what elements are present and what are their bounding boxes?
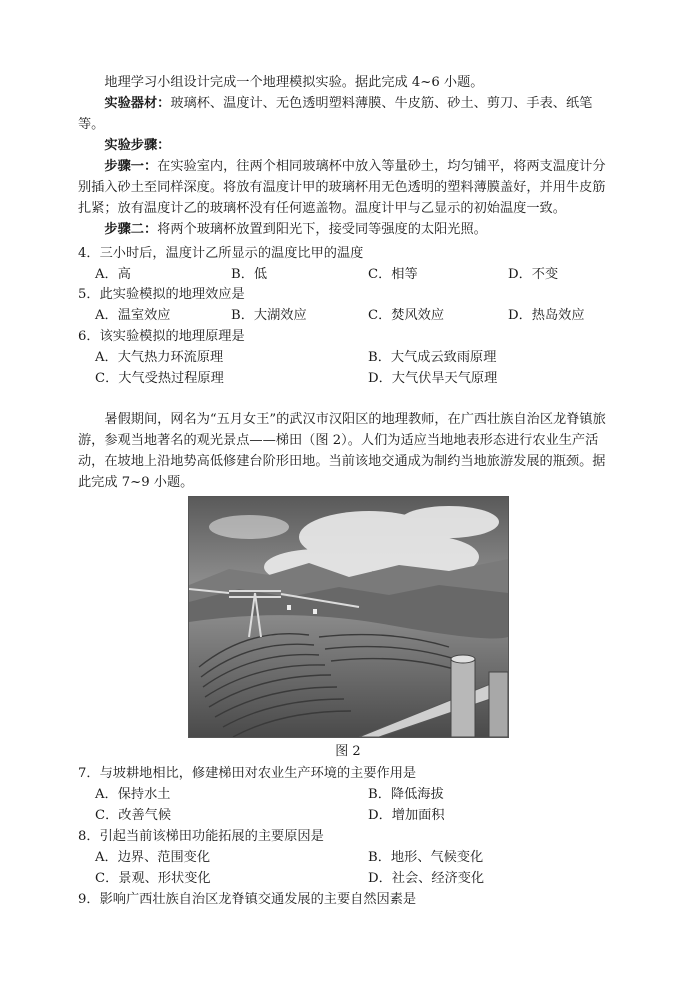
step-two-label: 步骤二：: [104, 222, 158, 237]
intro-lead: 地理学习小组设计完成一个地理模拟实验。据此完成 4~6 小题。: [104, 75, 484, 90]
question-7-option-c[interactable]: C．改善气候: [95, 808, 172, 823]
step-one-text: 在实验室内，往两个相同玻璃杯中放入等量砂土，均匀铺平，将两支温度计分别插入砂土至同样深度。将放有温度计甲的玻璃杯用无色透明的塑料薄膜盖好，并用牛皮筋扎紧；放有温度计乙的玻璃杯没有任何遮盖物。温度计甲与乙显示的初始温度一致。: [78, 159, 606, 216]
question-8-stem: 8．引起当前该梯田功能拓展的主要原因是: [78, 829, 324, 844]
question-5-option-b[interactable]: B．大湖效应: [231, 308, 307, 323]
materials-line: [78, 93, 618, 135]
question-6-stem: 6．该实验模拟的地理原理是: [78, 329, 245, 344]
cable-car: [313, 609, 317, 614]
question-4-stem: 4．三小时后，温度计乙所显示的温度比甲的温度: [78, 246, 364, 261]
materials-label: 实验器材：: [104, 96, 171, 111]
question-8-option-b[interactable]: B．地形、气候变化: [368, 850, 484, 865]
question-5-option-c[interactable]: C．焚风效应: [368, 308, 445, 323]
step-one: [78, 156, 618, 219]
experiment-intro: [78, 72, 618, 240]
question-7-option-b[interactable]: B．降低海拔: [368, 787, 444, 802]
question-8-option-d[interactable]: D．社会、经济变化: [368, 871, 485, 886]
question-6-option-b[interactable]: B．大气成云致雨原理: [368, 350, 497, 365]
question-5-option-d[interactable]: D．热岛效应: [508, 308, 585, 323]
cable-car: [287, 605, 291, 610]
question-5-option-a[interactable]: A．温室效应: [95, 308, 171, 323]
question-6-option-c[interactable]: C．大气受热过程原理: [95, 371, 224, 386]
terrace-landscape-photo: [188, 496, 509, 738]
question-5-stem: 5．此实验模拟的地理效应是: [78, 287, 245, 302]
materials-text: 玻璃杯、温度计、无色透明塑料薄膜、牛皮筋、砂土、剪刀、手表、纸笔等。: [78, 96, 593, 132]
step-one-label: 步骤一：: [104, 159, 158, 174]
question-6-option-d[interactable]: D．大气伏旱天气原理: [368, 371, 498, 386]
question-8-option-a[interactable]: A．边界、范围变化: [95, 850, 211, 865]
steps-label: 实验步骤：: [104, 138, 171, 153]
question-4-option-a[interactable]: A．高: [95, 267, 131, 282]
terrace-intro-text: 暑假期间，网名为“五月女王”的武汉市汉阳区的地理教师，在广西壮族自治区龙脊镇旅游，参观当地著名的观光景点——梯田（图 2）。人们为适应当地地表形态进行农业生产活动，在坡地上沿地势高低修建台阶形田地。当前该地交通成为制约当地旅游发展的瓶颈。据此完成 7~9 小题。: [78, 412, 606, 490]
question-7-option-d[interactable]: D．增加面积: [368, 808, 445, 823]
step-two: [78, 219, 618, 240]
question-4-option-d[interactable]: D．不变: [508, 267, 559, 282]
step-two-text: 将两个玻璃杯放置到阳光下，接受同等强度的太阳光照。: [157, 222, 487, 237]
figure-caption: 图 2: [335, 744, 361, 759]
question-6-option-a[interactable]: A．大气热力环流原理: [95, 350, 224, 365]
question-8-option-c[interactable]: C．景观、形状变化: [95, 871, 211, 886]
question-9-stem: 9．影响广西壮族自治区龙脊镇交通发展的主要自然因素是: [78, 892, 417, 907]
question-4-option-b[interactable]: B．低: [231, 267, 268, 282]
terrace-intro: [78, 409, 618, 493]
photo-illustration: [189, 497, 508, 737]
question-7-stem: 7．与坡耕地相比，修建梯田对农业生产环境的主要作用是: [78, 766, 417, 781]
question-4-option-c[interactable]: C．相等: [368, 267, 418, 282]
question-7-option-a[interactable]: A．保持水土: [95, 787, 171, 802]
